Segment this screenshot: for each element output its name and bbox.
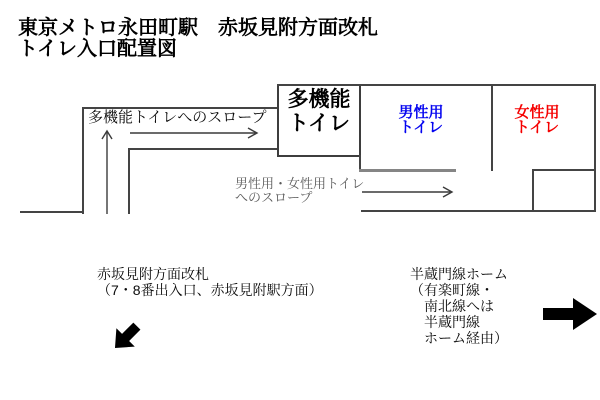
wall-corridor-inner-top <box>128 148 278 150</box>
gate-direction-label <box>97 266 323 298</box>
gate-direction-line1: 赤坂見附方面改札 <box>97 266 209 282</box>
wall-bottom-left-stub <box>20 211 84 213</box>
womens-room-label <box>501 105 573 135</box>
multifunction-room-label-line1: 多機能 <box>287 88 351 111</box>
mens-womens-slope-label-line2: へのスロープ <box>235 190 313 205</box>
multifunction-slope-label: 多機能トイレへのスロープ <box>88 109 267 126</box>
platform-direction-line4: 半蔵門線 <box>410 314 480 330</box>
wall-mens-womens-partition <box>491 84 493 171</box>
mens-room-label-line2: トイレ <box>398 119 444 136</box>
platform-direction-label <box>410 266 508 346</box>
platform-direction-line5: ホーム経由） <box>410 330 508 346</box>
platform-direction-line1: 半蔵門線ホーム <box>410 266 508 282</box>
page-title <box>18 18 378 60</box>
wall-alcove-top <box>532 169 596 171</box>
mens-womens-slope-label-line1: 男性用・女性用トイレ <box>235 176 365 191</box>
wall-top-outer <box>277 84 596 86</box>
mens-womens-slope-label <box>235 177 364 205</box>
multifunction-room-label-line2: トイレ <box>288 112 350 135</box>
wall-corridor-bottom <box>361 210 596 212</box>
mens-room-label <box>385 105 457 135</box>
page-title-line2: トイレ入口配置図 <box>18 38 177 60</box>
wall-alcove-left <box>532 169 534 212</box>
wall-left-outer <box>82 107 84 214</box>
wall-right-outer <box>594 84 596 212</box>
arrow-southwest-icon <box>108 317 146 355</box>
gate-direction-line2: （7・8番出入口、赤坂見附駅方面） <box>97 282 323 298</box>
arrow-right-icon <box>542 295 598 333</box>
right-arrow-mens-womens-slope-icon <box>362 187 452 197</box>
wall-mens-bottom <box>359 169 456 172</box>
platform-direction-line2: （有楽町線・ <box>410 282 494 298</box>
up-arrow-icon <box>102 131 112 214</box>
platform-direction-line3: 南北線へは <box>410 298 494 314</box>
wall-corridor-inner-left <box>128 148 130 214</box>
multifunction-room-label <box>277 88 361 136</box>
page-title-line1: 東京メトロ永田町駅 赤坂見附方面改札 <box>18 17 378 39</box>
mens-room-label-line1: 男性用 <box>398 104 444 121</box>
right-arrow-multifunction-slope-icon <box>130 128 257 138</box>
womens-room-label-line1: 女性用 <box>514 104 560 121</box>
womens-room-label-line2: トイレ <box>514 119 560 136</box>
